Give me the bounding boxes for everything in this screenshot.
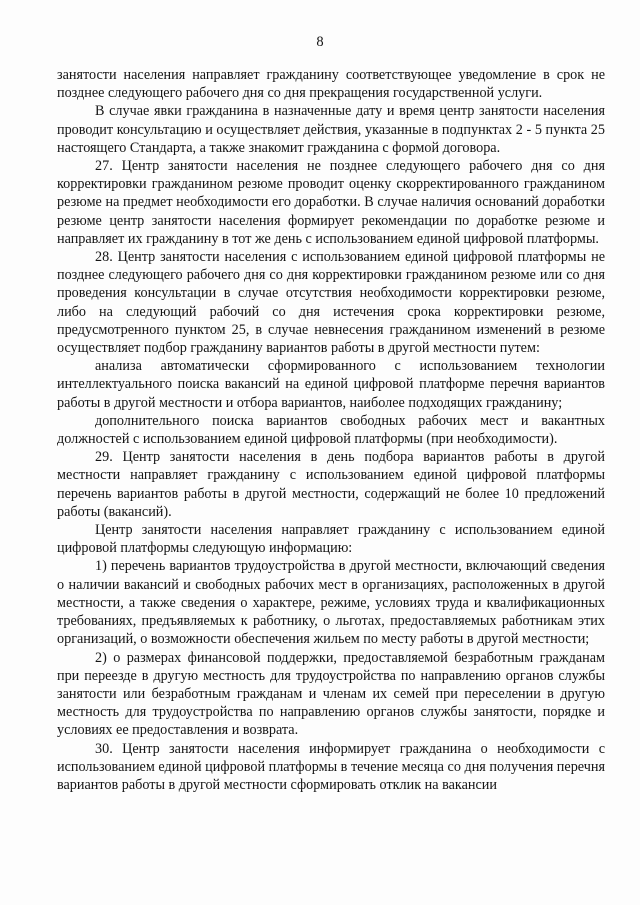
paragraph-appearance-consultation: В случае явки гражданина в назначенные дату и время центр занятости населения проводит консультацию и осуществляет действия, указанные в подпунктах 2 - 5 пункта 25 настоящего Стандарта, а также знакомит гражданина с формой договора. [57,103,605,156]
paragraph-29-information: Центр занятости населения направляет гражданину с использованием единой цифровой платформы следующую информацию: [57,522,605,557]
paragraph-29-item-1: 1) перечень вариантов трудоустройства в другой местности, включающий сведения о наличии вакансий и свободных рабочих мест в организациях, расположенных в другой местности, а также сведения о характере, режиме, условиях труда и квалификационных требованиях, предъявляемых к работнику, о льготах, предоставляемых работникам этих организаций, о возможности обеспечения жильем по месту работы в другой местности; [57,558,605,648]
paragraph-28-item-analysis: анализа автоматически сформированного с использованием технологии интеллектуального поиска вакансий на единой цифровой платформе перечня вариантов работы в другой местности и отбора вариантов, наиболее подходящих гражданину; [57,358,605,411]
paragraph-28-item-additional-search: дополнительного поиска вариантов свободных рабочих мест и вакантных должностей с использованием единой цифровой платформы (при необходимости). [57,412,605,448]
paragraph-29-item-2: 2) о размерах финансовой поддержки, предоставляемой безработным гражданам при переезде в другую местность для трудоустройства по направлению органов службы занятости или безработным гражданам и членам их семей при переселении в другую местность для трудоустройства по направлению органов службы занятости, порядке и условиях ее предоставления и возврата. [57,649,605,739]
paragraph-27: 27. Центр занятости населения не позднее следующего рабочего дня со дня корректировки гражданином резюме проводит оценку скорректированного гражданином резюме на предмет необходимости его доработки. В случае наличия оснований доработки резюме центр занятости населения формирует рекомендации по доработке резюме и направляет их гражданину в тот же день с использованием единой цифровой платформы. [57,158,605,247]
paragraph-29: 29. Центр занятости населения в день подбора вариантов работы в другой местности направляет гражданину с использованием единой цифровой платформы перечень вариантов работы в другой местности, содержащий не более 10 предложений работы (вакансий). [57,449,605,520]
paragraph-30: 30. Центр занятости населения информирует гражданина о необходимости с использованием единой цифровой платформы в течение месяца со дня получения перечня вариантов работы в другой местности сформировать отклик на вакансии [57,740,605,793]
paragraph-continuation: занятости населения направляет гражданину соответствующее уведомление в срок не позднее следующего рабочего дня со дня прекращения государственной услуги. [57,67,605,102]
document-body [57,66,605,794]
page-number: 8 [316,34,324,50]
paragraph-28: 28. Центр занятости населения с использованием единой цифровой платформы не позднее следующего рабочего дня со дня корректировки гражданином резюме или со дня проведения консультации в случае отсутствия необходимости корректировки резюме, либо на следующий рабочий со дня истечения срока корректировки резюме, предусмотренного пунктом 25, в случае невнесения гражданином изменений в резюме осуществляет подбор гражданину вариантов работы в другой местности путем: [57,249,605,357]
